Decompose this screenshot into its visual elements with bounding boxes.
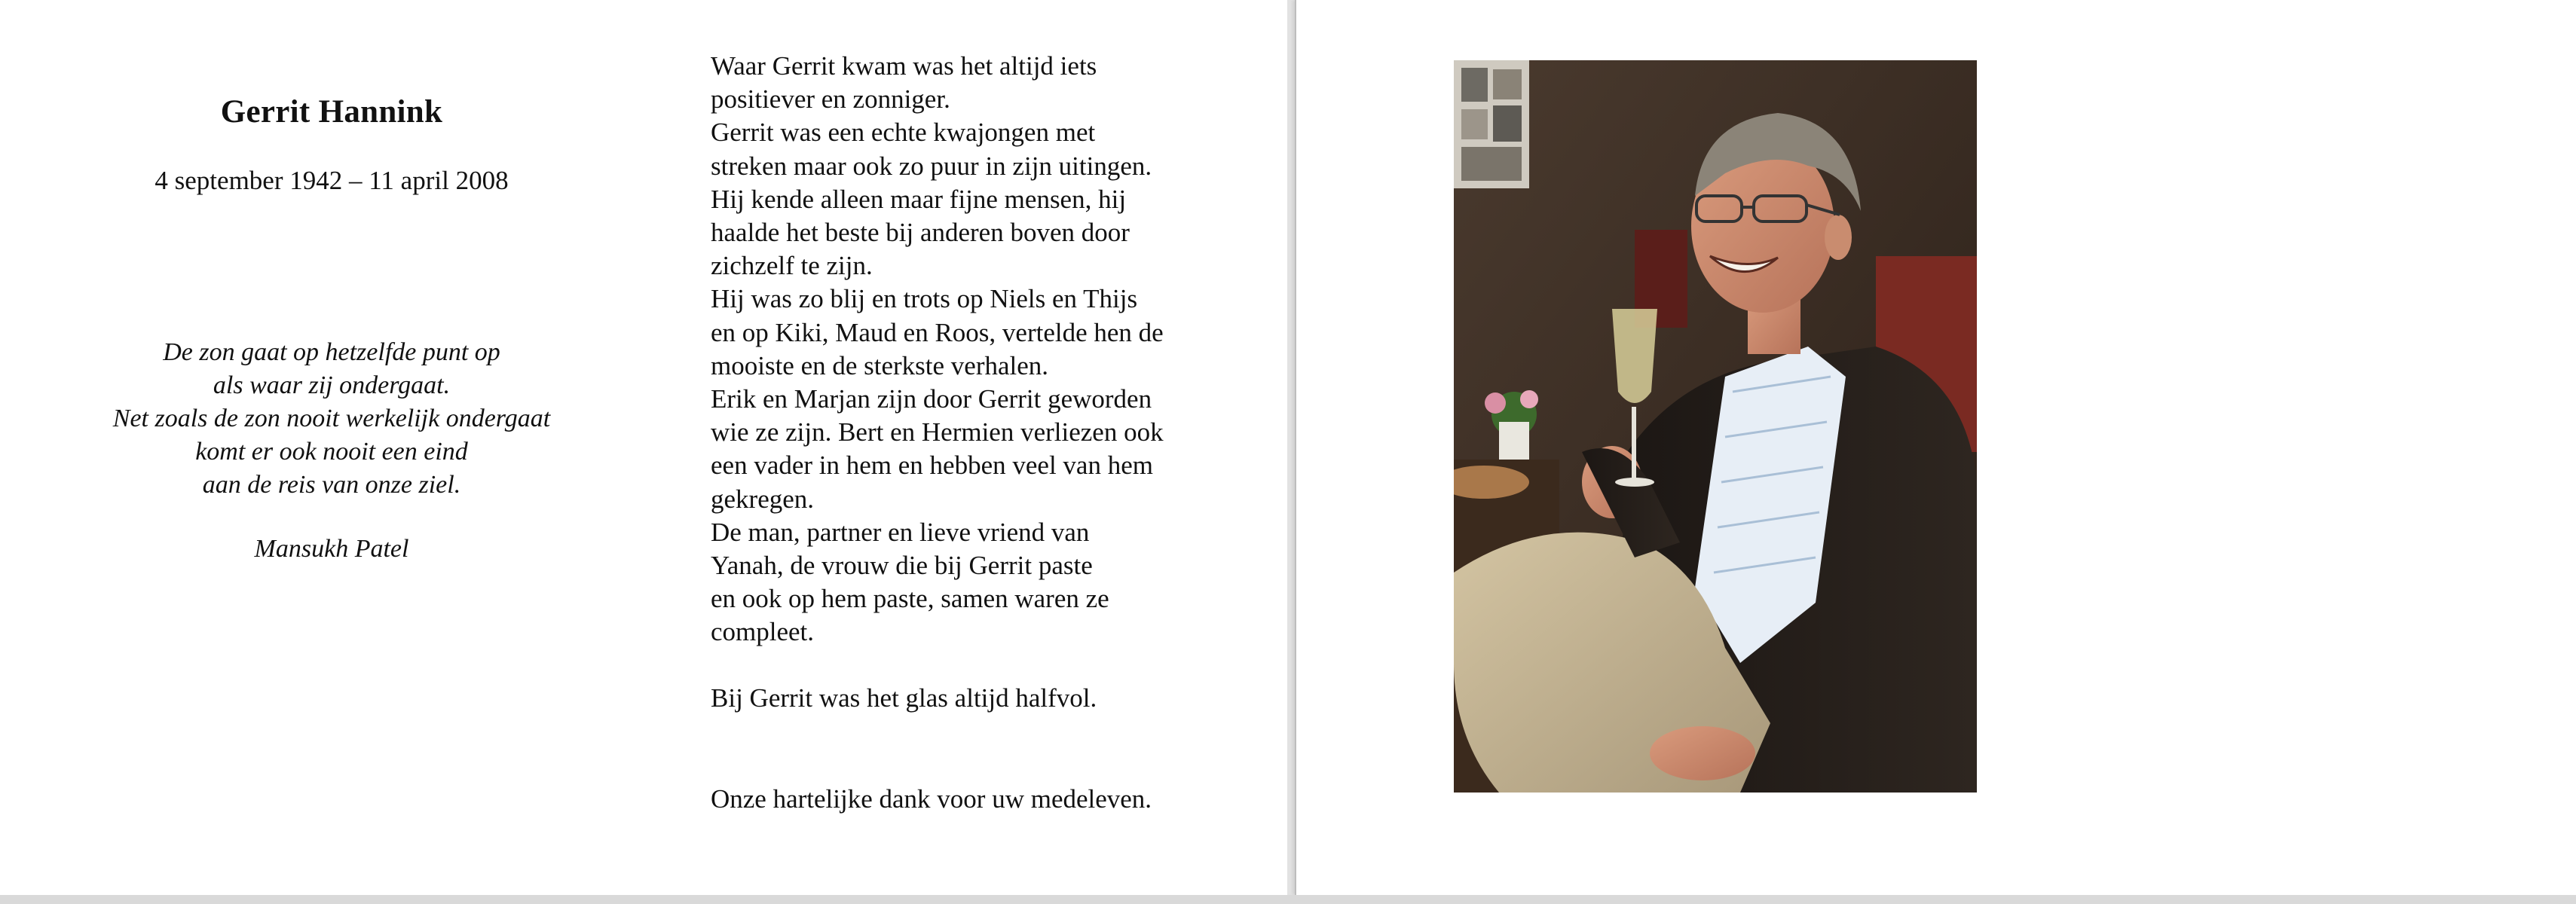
tribute-line: Gerrit was een echte kwajongen met bbox=[711, 118, 1096, 148]
tribute-line: zichzelf te zijn. bbox=[711, 251, 873, 281]
tribute-line: wie ze zijn. Bert en Hermien verliezen ook bbox=[711, 417, 1164, 447]
tribute-line: Hij was zo blij en trots op Niels en Thijs bbox=[711, 284, 1138, 314]
tribute-line: gekregen. bbox=[711, 484, 815, 514]
tribute-line: compleet. bbox=[711, 617, 815, 647]
deceased-name: Gerrit Hannink bbox=[220, 94, 443, 130]
poem-line: als waar zij ondergaat. bbox=[213, 371, 451, 399]
tribute-line: en op Kiki, Maud en Roos, vertelde hen de bbox=[711, 317, 1164, 347]
tribute-text bbox=[711, 50, 1268, 649]
poem bbox=[0, 336, 663, 502]
tribute-line: streken maar ook zo puur in zijn uitingen. bbox=[711, 151, 1152, 181]
tribute-line: positiever en zonniger. bbox=[711, 84, 950, 115]
thanks-line: Onze hartelijke dank voor uw medeleven. bbox=[711, 784, 1152, 814]
poem-line: komt er ook nooit een eind bbox=[195, 438, 468, 466]
tribute-line: mooiste en de sterkste verhalen. bbox=[711, 350, 1049, 380]
tribute-line: Waar Gerrit kwam was het altijd iets bbox=[711, 51, 1097, 81]
poem-line: aan de reis van onze ziel. bbox=[202, 471, 461, 499]
card-fold bbox=[1287, 0, 1295, 904]
poem-line: Net zoals de zon nooit werkelijk ondergaat bbox=[112, 405, 551, 432]
card-bottom-edge bbox=[0, 895, 2576, 904]
portrait-photo bbox=[1454, 60, 1977, 793]
left-card-page bbox=[0, 0, 1288, 895]
tribute-line: De man, partner en lieve vriend van bbox=[711, 517, 1090, 547]
tribute-line: Hij kende alleen maar fijne mensen, hij bbox=[711, 184, 1127, 214]
tribute-line: een vader in hem en hebben veel van hem bbox=[711, 450, 1153, 481]
halfvol-line: Bij Gerrit was het glas altijd halfvol. bbox=[711, 683, 1097, 713]
tribute-line: haalde het beste bij anderen boven door bbox=[711, 218, 1130, 248]
tribute-line: Yanah, de vrouw die bij Gerrit paste bbox=[711, 551, 1093, 581]
tribute-line: en ook op hem paste, samen waren ze bbox=[711, 584, 1109, 614]
life-dates: 4 september 1942 – 11 april 2008 bbox=[154, 166, 509, 195]
poem-line: De zon gaat op hetzelfde punt op bbox=[163, 338, 500, 366]
tribute-line: Erik en Marjan zijn door Gerrit geworden bbox=[711, 384, 1152, 414]
poem-author: Mansukh Patel bbox=[254, 535, 409, 563]
